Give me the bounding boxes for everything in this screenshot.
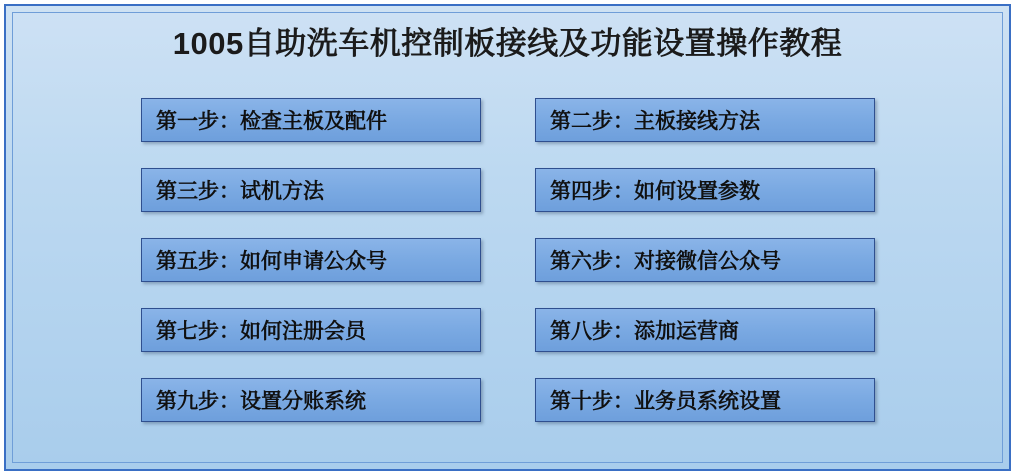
step-label: 第五步：如何申请公众号	[156, 250, 387, 273]
step-item-4[interactable]	[535, 168, 875, 212]
page-title: 1005自助洗车机控制板接线及功能设置操作教程	[172, 26, 843, 61]
steps-grid	[141, 98, 875, 420]
step-label: 第三步：试机方法	[156, 180, 324, 203]
step-label: 第一步：检查主板及配件	[156, 110, 387, 133]
step-item-6[interactable]	[535, 238, 875, 282]
step-label: 第十步：业务员系统设置	[550, 390, 781, 413]
step-item-1[interactable]	[141, 98, 481, 142]
step-item-3[interactable]	[141, 168, 481, 212]
step-item-5[interactable]	[141, 238, 481, 282]
step-item-9[interactable]	[141, 378, 481, 422]
step-label: 第八步：添加运营商	[550, 320, 739, 343]
step-label: 第二步：主板接线方法	[550, 110, 760, 133]
step-item-8[interactable]	[535, 308, 875, 352]
step-label: 第六步：对接微信公众号	[550, 250, 781, 273]
step-label: 第九步：设置分账系统	[156, 390, 366, 413]
step-label: 第四步：如何设置参数	[550, 180, 760, 203]
step-label: 第七步：如何注册会员	[156, 320, 366, 343]
step-item-10[interactable]	[535, 378, 875, 422]
step-item-2[interactable]	[535, 98, 875, 142]
step-item-7[interactable]	[141, 308, 481, 352]
